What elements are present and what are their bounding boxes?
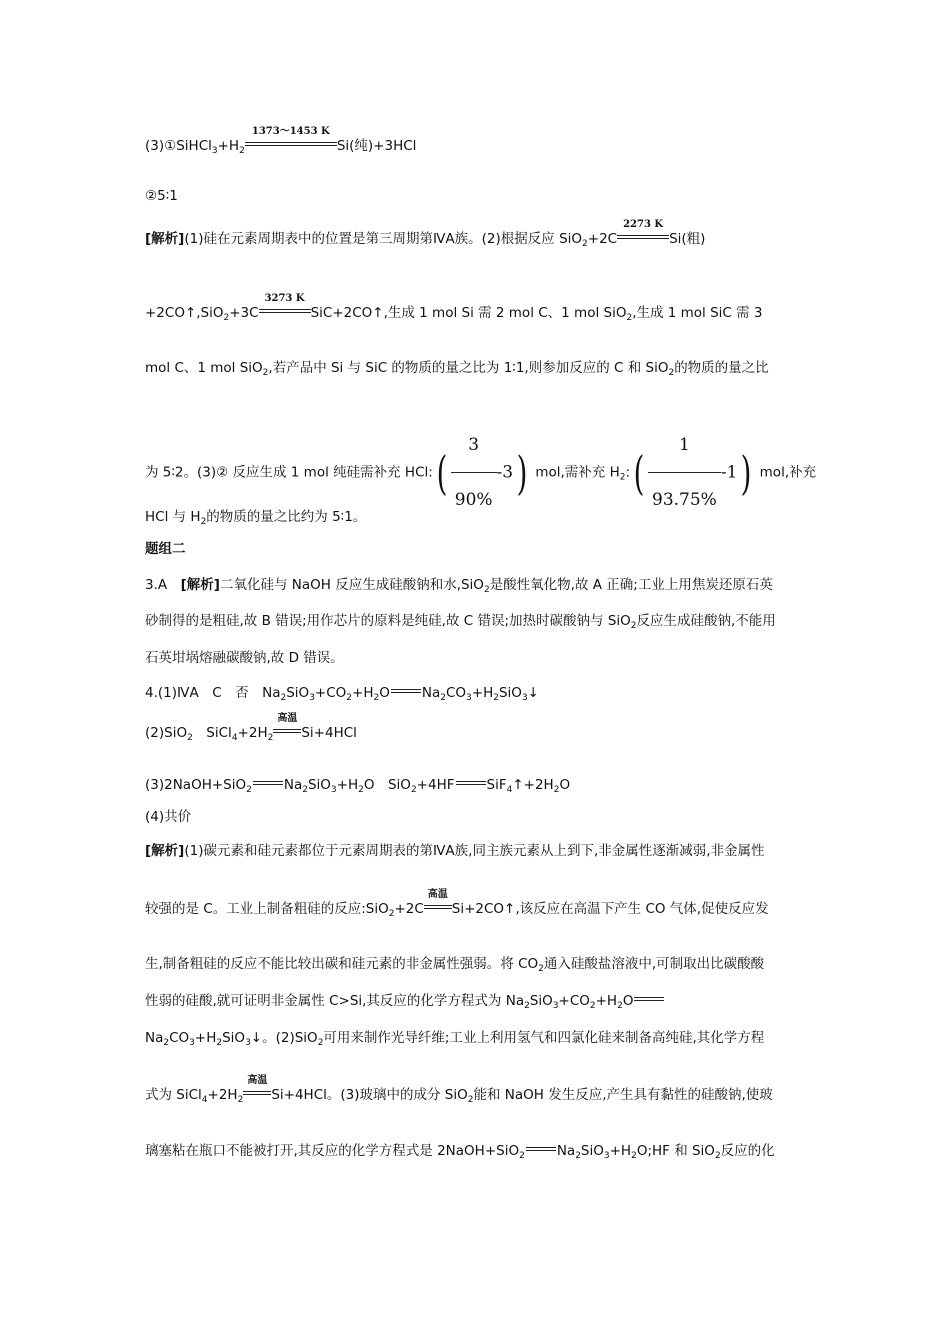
analysis-line: 生,制备粗硅的反应不能比较出碳和硅元素的非金属性强弱。将 $CO_2$通入硅酸盐溶液中,可制取出比碳酸酸 bbox=[145, 956, 765, 974]
answer-4-1: 4.(1)ⅣA C 否 $Na_2SiO_3+CO_2+H_2O$ $Na_2CO_3+H_2SiO_3↓$ bbox=[145, 685, 539, 703]
analysis-line: [解析](1)碳元素和硅元素都位于元素周期表的第ⅣA族,同主族元素从上到下,非金属性逐渐减弱,非金属性 bbox=[145, 843, 765, 859]
analysis-line: mol C、1 mol SiO$_2$,若产品中 Si 与 SiC 的物质的量之比为 1∶1,则参加反应的 C 和 SiO$_2$的物质的量之比 bbox=[145, 360, 769, 378]
answer-3: 3.A [解析]二氧化硅与 NaOH 反应生成硅酸钠和水,SiO$_2$是酸性氧化物,故 A 正确;工业上用焦炭还原石英 bbox=[145, 577, 773, 595]
analysis-line: 式为 $SiCl_4+2H_2$ 高温 Si+4HCl。(3)玻璃中的成分 SiO$_2$能和 NaOH 发生反应,产生具有黏性的硅酸钠,使玻 bbox=[145, 1075, 773, 1105]
answer-4-4: (4)共价 bbox=[145, 809, 192, 825]
answer-4-2: (2)SiO$_2$ $SiCl_4+2H_2$ 高温 Si+4HCl bbox=[145, 713, 357, 743]
analysis-line: HCl 与 $H_2$的物质的量之比约为 5∶1。 bbox=[145, 509, 367, 527]
analysis-line: 性弱的硅酸,就可证明非金属性 C>Si,其反应的化学方程式为 $Na_2SiO_3+CO_2+H_2O$ bbox=[145, 992, 665, 1010]
answer-4-3: (3)2NaOH+SiO$_2$ $Na_2SiO_3+H_2O$ SiO$_2$+4HF $SiF_4↑+2H_2O$ bbox=[145, 777, 571, 795]
section-heading: 题组二 bbox=[145, 541, 186, 557]
analysis-line: 砂制得的是粗硅,故 B 错误;用作芯片的原料是纯硅,故 C 错误;加热时碳酸钠与 SiO$_2$反应生成硅酸钠,不能用 bbox=[145, 613, 776, 631]
fraction: $\frac{3}{90\%}$ bbox=[451, 420, 497, 525]
reaction-condition: 1373～1453 K bbox=[251, 126, 330, 137]
analysis-line: +2CO↑,SiO$_2$+3C 3273 K SiC+2CO↑,生成 1 mol Si 需 2 mol C、1 mol SiO$_2$,生成 1 mol SiC 需 3 bbox=[145, 293, 763, 323]
analysis-line: 璃塞粘在瓶口不能被打开,其反应的化学方程式是 2NaOH+SiO$_2$ $Na_2SiO_3+H_2O;HF$ 和 SiO$_2$反应的化 bbox=[145, 1143, 775, 1161]
analysis-line: 为 5∶2。(3)② 反应生成 1 mol 纯硅需补充 HCl:( $\frac{3}{90\%}$ -3) mol,需补充 $H_2$:( $\frac{1}{93.75\%}$ -1) mol,补充 bbox=[145, 420, 816, 525]
analysis-line: 石英坩埚熔融碳酸钠,故 D 错误。 bbox=[145, 650, 344, 666]
fraction: $\frac{1}{93.75\%}$ bbox=[648, 420, 721, 525]
answer-3-1: $(3)①SiHCl_3+H_2$ 1373～1453 K Si(纯)+3HCl bbox=[145, 137, 416, 155]
analysis-line: [解析](1)硅在元素周期表中的位置是第三周期第ⅣA族。(2)根据反应 SiO$_2$+2C 2273 K Si(粗) bbox=[145, 219, 706, 249]
answer-3-2: ②5∶1 bbox=[145, 188, 178, 204]
analysis-line: $Na_2CO_3+H_2SiO_3↓$。(2)SiO$_2$可用来制作光导纤维;工业上利用氢气和四氯化硅来制备高纯硅,其化学方程 bbox=[145, 1030, 765, 1048]
analysis-line: 较强的是 C。工业上制备粗硅的反应:SiO$_2$+2C 高温 Si+2CO↑,该反应在高温下产生 CO 气体,促使反应发 bbox=[145, 889, 769, 919]
